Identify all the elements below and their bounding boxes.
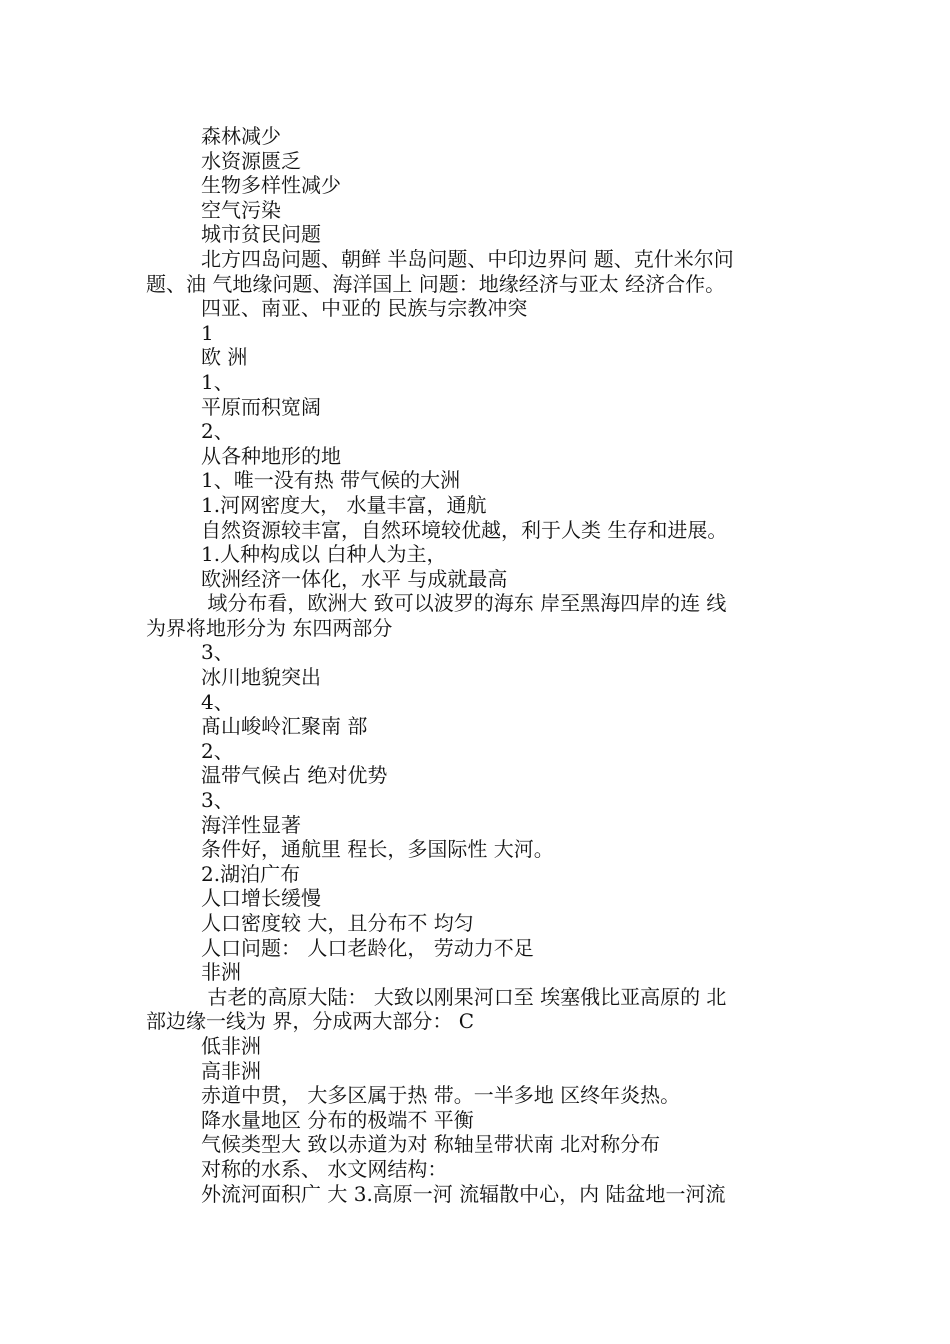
text-line: 条件好，通航里 程长，多国际性 大河。 bbox=[201, 837, 554, 862]
text-line: 空气污染 bbox=[201, 197, 281, 222]
text-line: 城市贫民问题 bbox=[201, 222, 321, 247]
text-line: 1、 bbox=[201, 369, 234, 394]
text-line: 域分布看，欧洲大 致可以波罗的海东 岸至黑海四岸的连 线 bbox=[201, 591, 727, 616]
text-line: 3、 bbox=[201, 788, 234, 813]
text-line: 髙山峻岭汇聚南 部 bbox=[201, 714, 368, 739]
text-line: 题、油 气地缘问题、海洋国上 问题：地缘经济与亚太 经济合作。 bbox=[146, 271, 726, 296]
text-line: 外流河面积广 大 3.高原一河 流辐散中心，内 陆盆地一河流 bbox=[201, 1181, 726, 1206]
text-line: 1.人种构成以 白种人为主， bbox=[201, 542, 447, 567]
text-line: 生物多样性减少 bbox=[201, 173, 341, 198]
text-line: 北方四岛问题、朝鲜 半岛问题、中印边界问 题、克什米尔问 bbox=[201, 246, 734, 271]
text-line: 人口问题： 人口老龄化， 劳动力不足 bbox=[201, 935, 534, 960]
text-line: 3、 bbox=[201, 640, 234, 665]
text-line: 低非洲 bbox=[201, 1033, 261, 1058]
text-line: 2、 bbox=[201, 419, 234, 444]
text-line: 1、唯一没有热 带气候的大洲 bbox=[201, 468, 461, 493]
text-line: 古老的高原大陆： 大致以刚果河口至 埃塞俄比亚高原的 北 bbox=[201, 984, 727, 1009]
text-line: 水资源匮乏 bbox=[201, 148, 301, 173]
text-line: 4、 bbox=[201, 689, 234, 714]
text-line: 欧洲经济一体化，水平 与成就最高 bbox=[201, 566, 508, 591]
text-line: 对称的水系、 水文网结构： bbox=[201, 1156, 448, 1181]
text-line: 人口密度较 大，且分布不 均匀 bbox=[201, 911, 474, 935]
text-line: 气候类型大 致以赤道为对 称轴呈带状南 北对称分布 bbox=[201, 1132, 661, 1157]
text-line: 欧 洲 bbox=[201, 345, 248, 370]
text-line: 海洋性显著 bbox=[201, 812, 301, 837]
text-line: 非洲 bbox=[201, 960, 241, 985]
text-line: 人口增长缓慢 bbox=[201, 886, 321, 911]
text-line: 自然资源较丰富，自然环境较优越，利于人类 生存和进展。 bbox=[201, 517, 728, 542]
text-line: 降水量地区 分布的极端不 平衡 bbox=[201, 1107, 474, 1132]
text-line: 平原而积宽阔 bbox=[201, 394, 321, 419]
text-line: 1 bbox=[201, 320, 214, 345]
text-line: 2.湖泊广布 bbox=[201, 861, 301, 886]
text-line: 部边缘一线为 界，分成两大部分： C bbox=[146, 1009, 475, 1034]
text-line: 2、 bbox=[201, 738, 234, 763]
text-line: 高非洲 bbox=[201, 1058, 261, 1083]
text-line: 为界将地形分为 东四两部分 bbox=[146, 615, 393, 640]
text-line: 温带气候占 绝对优势 bbox=[201, 763, 388, 788]
text-line: 森林减少 bbox=[201, 124, 281, 148]
text-line: 赤道中贯， 大多区属于热 带。一半多地 区终年炎热。 bbox=[201, 1083, 681, 1108]
text-line: 从各种地形的地 bbox=[201, 443, 341, 468]
text-line: 冰川地貌突出 bbox=[201, 665, 321, 690]
text-line: 1.河网密度大， 水量丰富，通航 bbox=[201, 492, 487, 517]
document-body bbox=[146, 124, 808, 1206]
text-line: 四亚、南亚、中亚的 民族与宗教冲突 bbox=[201, 296, 528, 321]
